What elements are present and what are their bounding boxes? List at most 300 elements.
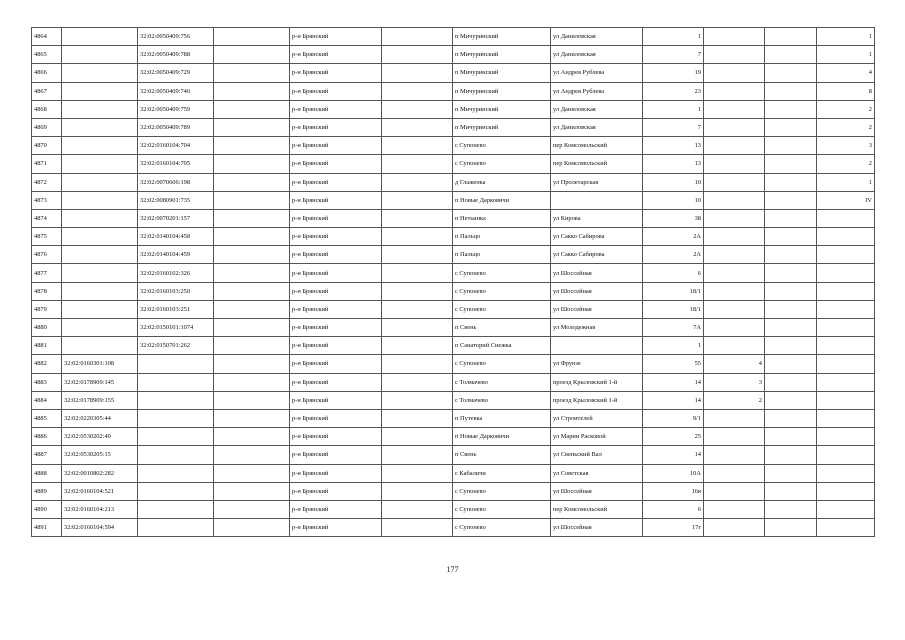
table-cell: 4865 (32, 46, 62, 64)
table-cell: 4866 (32, 64, 62, 82)
table-cell: 9/1 (643, 409, 704, 427)
table-cell (214, 46, 290, 64)
table-cell: 32:02:0160104:705 (138, 155, 214, 173)
table-cell (382, 64, 453, 82)
table-cell: р-н Брянский (290, 282, 382, 300)
table-cell (765, 373, 817, 391)
table-cell (62, 137, 138, 155)
table-cell (382, 355, 453, 373)
table-cell (214, 300, 290, 318)
table-cell (138, 373, 214, 391)
table-cell: 32:02:0010802:282 (62, 464, 138, 482)
table-cell (765, 319, 817, 337)
table-cell (704, 155, 765, 173)
table-cell: ул Сакко Сабирова (551, 228, 643, 246)
table-cell (382, 446, 453, 464)
table-cell: 4864 (32, 28, 62, 46)
table-cell: 4880 (32, 319, 62, 337)
table-cell (817, 300, 875, 318)
table-cell: 32:02:0160104:213 (62, 500, 138, 518)
table-cell (138, 355, 214, 373)
table-cell: 32:02:0160104:521 (62, 482, 138, 500)
table-cell: р-н Брянский (290, 155, 382, 173)
table-cell (765, 482, 817, 500)
table-cell: р-н Брянский (290, 64, 382, 82)
table-cell: 1 (817, 46, 875, 64)
table-cell (214, 391, 290, 409)
table-cell (382, 391, 453, 409)
table-cell: 38 (643, 209, 704, 227)
table-row (32, 137, 875, 155)
table-row (32, 209, 875, 227)
table-cell (704, 446, 765, 464)
table-cell (817, 482, 875, 500)
table-cell (214, 355, 290, 373)
table-cell: 3 (817, 137, 875, 155)
table-cell: п Санаторий Снежка (453, 337, 551, 355)
table-cell (382, 464, 453, 482)
table-cell: с Супонево (453, 155, 551, 173)
table-cell (62, 155, 138, 173)
table-cell: 4884 (32, 391, 62, 409)
table-cell (704, 191, 765, 209)
table-cell: 2 (817, 100, 875, 118)
table-cell (214, 209, 290, 227)
table-cell (704, 264, 765, 282)
table-cell: п Нетьинка (453, 209, 551, 227)
table-cell (704, 100, 765, 118)
table-cell: 2А (643, 246, 704, 264)
table-cell: 4885 (32, 409, 62, 427)
table-row (32, 100, 875, 118)
table-cell (765, 355, 817, 373)
table-cell: 32:02:0050409:759 (138, 100, 214, 118)
table-cell (382, 519, 453, 537)
table-cell (765, 409, 817, 427)
table-cell: р-н Брянский (290, 519, 382, 537)
table-cell (704, 428, 765, 446)
table-cell: п Мичуринский (453, 118, 551, 136)
table-cell: 4870 (32, 137, 62, 155)
table-row (32, 82, 875, 100)
table-cell (765, 337, 817, 355)
table-cell: 10 (643, 173, 704, 191)
table-cell: 4871 (32, 155, 62, 173)
table-row (32, 64, 875, 82)
table-cell (765, 428, 817, 446)
table-cell: ул Фрунзе (551, 355, 643, 373)
table-cell: р-н Брянский (290, 337, 382, 355)
table-cell: ул Шоссейная (551, 264, 643, 282)
table-cell: 32:02:0150101:1074 (138, 319, 214, 337)
table-row (32, 500, 875, 518)
table-cell: р-н Брянский (290, 428, 382, 446)
table-cell: с Толмачево (453, 373, 551, 391)
table-cell (214, 428, 290, 446)
table-cell (765, 82, 817, 100)
table-cell: п Путевка (453, 409, 551, 427)
table-cell: р-н Брянский (290, 391, 382, 409)
table-cell (214, 282, 290, 300)
table-cell: ул Шоссейная (551, 519, 643, 537)
table-cell (62, 100, 138, 118)
table-cell: д Глаженка (453, 173, 551, 191)
table-cell: 23 (643, 82, 704, 100)
table-cell (817, 500, 875, 518)
table-cell (214, 319, 290, 337)
table-cell: р-н Брянский (290, 191, 382, 209)
table-cell: 2 (817, 155, 875, 173)
table-cell (62, 264, 138, 282)
table-cell: 32:02:0140104:458 (138, 228, 214, 246)
table-cell (382, 373, 453, 391)
table-cell: р-н Брянский (290, 373, 382, 391)
table-cell: 13 (643, 137, 704, 155)
table-cell (138, 428, 214, 446)
table-row (32, 446, 875, 464)
table-cell: 7 (643, 118, 704, 136)
table-cell: р-н Брянский (290, 300, 382, 318)
table-cell: р-н Брянский (290, 482, 382, 500)
table-cell (214, 118, 290, 136)
table-cell (704, 500, 765, 518)
table-cell: ул Сакко Сабирова (551, 246, 643, 264)
table-cell: 18/1 (643, 300, 704, 318)
table-cell (382, 155, 453, 173)
table-cell (765, 118, 817, 136)
table-cell: 32:02:0160104:704 (138, 137, 214, 155)
table-row (32, 28, 875, 46)
table-row (32, 118, 875, 136)
table-cell (62, 191, 138, 209)
table-cell (765, 300, 817, 318)
table-cell: р-н Брянский (290, 137, 382, 155)
table-row (32, 191, 875, 209)
table-row (32, 173, 875, 191)
table-cell (817, 355, 875, 373)
table-cell: 4872 (32, 173, 62, 191)
table-cell (765, 191, 817, 209)
table-cell: проезд Крыловский 1-й (551, 373, 643, 391)
table-cell (817, 519, 875, 537)
table-cell (382, 228, 453, 246)
table-cell (765, 155, 817, 173)
table-cell: 2 (817, 118, 875, 136)
table-row (32, 300, 875, 318)
table-cell: 14 (643, 446, 704, 464)
table-cell: ул Пролетарская (551, 173, 643, 191)
table-cell (817, 373, 875, 391)
table-cell: р-н Брянский (290, 409, 382, 427)
table-cell (765, 500, 817, 518)
table-cell (214, 482, 290, 500)
table-cell (214, 64, 290, 82)
table-cell (765, 137, 817, 155)
table-cell (214, 519, 290, 537)
table-cell (704, 319, 765, 337)
table-cell: п Мичуринский (453, 28, 551, 46)
table-cell (704, 464, 765, 482)
table-cell (62, 282, 138, 300)
table-cell: 6 (643, 500, 704, 518)
table-cell: 4887 (32, 446, 62, 464)
table-cell: 32:02:0050409:740 (138, 82, 214, 100)
table-cell (765, 464, 817, 482)
table-row (32, 319, 875, 337)
table-cell: 4891 (32, 519, 62, 537)
table-cell: 4873 (32, 191, 62, 209)
table-cell: 32:02:0530205:15 (62, 446, 138, 464)
table-cell (382, 264, 453, 282)
table-cell (817, 209, 875, 227)
table-cell: 16в (643, 482, 704, 500)
table-cell: р-н Брянский (290, 446, 382, 464)
table-cell: ул Строителей (551, 409, 643, 427)
table-cell: 55 (643, 355, 704, 373)
table-cell: 4879 (32, 300, 62, 318)
table-row (32, 46, 875, 64)
table-cell (704, 28, 765, 46)
table-cell: 1 (643, 337, 704, 355)
table-cell (62, 337, 138, 355)
table-cell (214, 500, 290, 518)
table-row (32, 264, 875, 282)
table-cell: 3 (704, 373, 765, 391)
table-row (32, 337, 875, 355)
table-cell: р-н Брянский (290, 464, 382, 482)
table-cell: с Супонево (453, 482, 551, 500)
table-cell (382, 100, 453, 118)
table-cell: ул Марии Расковой (551, 428, 643, 446)
table-cell (62, 82, 138, 100)
table-cell: р-н Брянский (290, 28, 382, 46)
registry-table-wrapper (31, 27, 875, 537)
table-cell: 4890 (32, 500, 62, 518)
table-cell (382, 246, 453, 264)
table-row (32, 482, 875, 500)
table-cell (704, 300, 765, 318)
table-cell (382, 409, 453, 427)
table-cell (817, 228, 875, 246)
table-cell (62, 300, 138, 318)
table-cell: 32:02:0070201:157 (138, 209, 214, 227)
table-cell (704, 282, 765, 300)
table-cell (765, 446, 817, 464)
table-cell (704, 137, 765, 155)
table-cell: 10 (643, 191, 704, 209)
table-cell: п Пальцо (453, 246, 551, 264)
table-cell: р-н Брянский (290, 209, 382, 227)
table-cell: 14 (643, 373, 704, 391)
table-cell: 32:02:0050409:729 (138, 64, 214, 82)
table-cell (214, 264, 290, 282)
table-cell: 1 (817, 173, 875, 191)
table-cell: 4 (704, 355, 765, 373)
table-cell (382, 209, 453, 227)
table-cell (704, 64, 765, 82)
table-cell: с Супонево (453, 500, 551, 518)
table-cell (214, 337, 290, 355)
table-cell (817, 337, 875, 355)
table-cell: р-н Брянский (290, 82, 382, 100)
table-cell: 7 (643, 46, 704, 64)
table-cell: 4882 (32, 355, 62, 373)
table-cell: п Свень (453, 319, 551, 337)
table-cell: 8 (817, 82, 875, 100)
table-cell: ул Кирова (551, 209, 643, 227)
table-cell: р-н Брянский (290, 100, 382, 118)
table-cell: р-н Брянский (290, 46, 382, 64)
table-cell (765, 64, 817, 82)
table-cell: ул Даниловская (551, 118, 643, 136)
table-cell: ул Шоссейная (551, 282, 643, 300)
table-cell: 32:02:0160301:108 (62, 355, 138, 373)
table-cell (704, 82, 765, 100)
table-cell: 32:02:0070606:198 (138, 173, 214, 191)
table-cell (382, 319, 453, 337)
table-cell (765, 282, 817, 300)
table-cell (704, 118, 765, 136)
table-cell: п Свень (453, 446, 551, 464)
table-row (32, 409, 875, 427)
table-cell (704, 519, 765, 537)
table-cell (214, 100, 290, 118)
table-cell: п Мичуринский (453, 64, 551, 82)
table-cell: ул Шоссейная (551, 300, 643, 318)
table-cell: 4878 (32, 282, 62, 300)
table-body (32, 28, 875, 537)
table-cell (382, 337, 453, 355)
table-cell (765, 519, 817, 537)
table-cell (214, 446, 290, 464)
table-cell (138, 519, 214, 537)
table-cell: п Новые Дарковичи (453, 428, 551, 446)
table-cell: 2 (704, 391, 765, 409)
table-cell: р-н Брянский (290, 246, 382, 264)
table-cell: 18/1 (643, 282, 704, 300)
table-cell: р-н Брянский (290, 173, 382, 191)
table-cell (382, 282, 453, 300)
table-cell: ул Шоссейная (551, 482, 643, 500)
table-cell: п Мичуринский (453, 82, 551, 100)
table-cell: пер Комсомольский (551, 500, 643, 518)
table-cell (817, 464, 875, 482)
table-cell: 4 (817, 64, 875, 82)
table-cell (214, 137, 290, 155)
table-cell: ул Молодежная (551, 319, 643, 337)
table-cell (382, 46, 453, 64)
table-cell: проезд Крыловский 1-й (551, 391, 643, 409)
table-cell: п Пальцо (453, 228, 551, 246)
table-cell (704, 209, 765, 227)
table-cell: с Супонево (453, 519, 551, 537)
table-cell (214, 155, 290, 173)
table-row (32, 391, 875, 409)
table-cell (382, 28, 453, 46)
table-cell: 13 (643, 155, 704, 173)
table-row (32, 428, 875, 446)
table-cell: 4877 (32, 264, 62, 282)
table-cell: п Мичуринский (453, 46, 551, 64)
table-cell: 25 (643, 428, 704, 446)
table-cell (214, 28, 290, 46)
table-cell (382, 118, 453, 136)
table-cell: п Новые Дарковичи (453, 191, 551, 209)
table-cell: п Мичуринский (453, 100, 551, 118)
table-row (32, 464, 875, 482)
table-cell (765, 46, 817, 64)
table-cell: с Толмачево (453, 391, 551, 409)
table-cell: 32:02:0150701:262 (138, 337, 214, 355)
table-cell (765, 209, 817, 227)
table-cell (817, 428, 875, 446)
table-cell: ул Советская (551, 464, 643, 482)
table-cell (765, 391, 817, 409)
table-cell: 6 (643, 264, 704, 282)
table-cell (817, 446, 875, 464)
table-cell: ул Даниловская (551, 28, 643, 46)
table-cell (765, 228, 817, 246)
table-cell (62, 209, 138, 227)
table-cell (765, 264, 817, 282)
table-cell (214, 173, 290, 191)
table-cell (765, 173, 817, 191)
table-cell: 4869 (32, 118, 62, 136)
table-cell: 1 (643, 100, 704, 118)
table-cell: ул Даниловская (551, 46, 643, 64)
table-cell: 32:02:0160102:326 (138, 264, 214, 282)
table-cell: с Супонево (453, 264, 551, 282)
table-cell (62, 64, 138, 82)
table-cell: ул Андрея Рублева (551, 64, 643, 82)
table-cell (382, 482, 453, 500)
table-row (32, 228, 875, 246)
table-cell: пер Комсомольский (551, 155, 643, 173)
table-cell (138, 391, 214, 409)
table-cell: 4889 (32, 482, 62, 500)
table-cell (382, 191, 453, 209)
table-cell (62, 319, 138, 337)
table-cell (817, 246, 875, 264)
table-cell (138, 500, 214, 518)
table-cell: IV (817, 191, 875, 209)
table-cell: 1 (643, 28, 704, 46)
table-cell: р-н Брянский (290, 228, 382, 246)
table-cell (214, 409, 290, 427)
table-cell: 32:02:0080901:735 (138, 191, 214, 209)
table-cell: 32:02:0050409:788 (138, 46, 214, 64)
table-cell: 14 (643, 391, 704, 409)
table-cell (214, 191, 290, 209)
table-cell (551, 191, 643, 209)
table-cell: 4876 (32, 246, 62, 264)
table-cell: р-н Брянский (290, 355, 382, 373)
table-cell: р-н Брянский (290, 319, 382, 337)
table-cell: 2А (643, 228, 704, 246)
table-cell (817, 409, 875, 427)
table-cell: 32:02:0050409:756 (138, 28, 214, 46)
table-cell: р-н Брянский (290, 118, 382, 136)
table-cell (765, 28, 817, 46)
registry-table (31, 27, 875, 537)
table-cell (551, 337, 643, 355)
table-cell: 32:02:0160103:251 (138, 300, 214, 318)
table-cell (765, 100, 817, 118)
table-cell (382, 173, 453, 191)
table-cell (704, 228, 765, 246)
table-cell: 32:02:0140104:459 (138, 246, 214, 264)
table-cell: 4888 (32, 464, 62, 482)
